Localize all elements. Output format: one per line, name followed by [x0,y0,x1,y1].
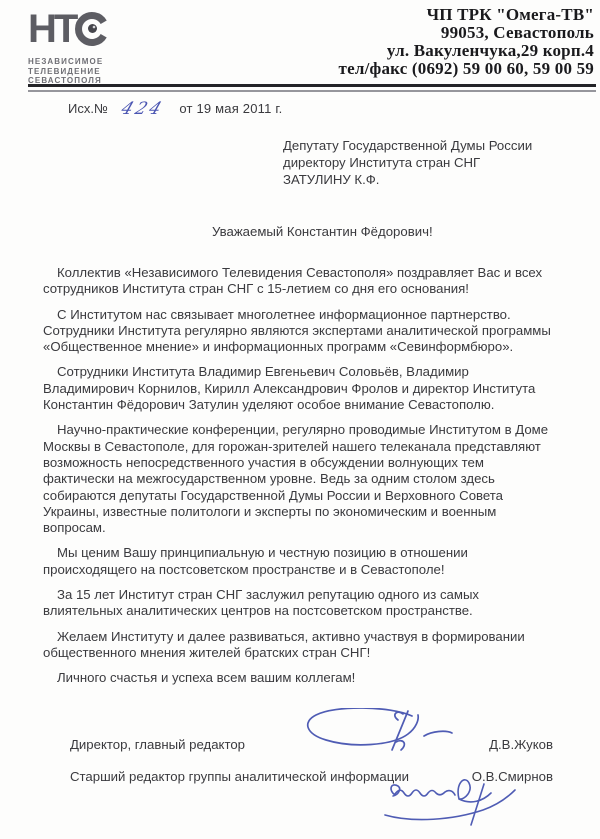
company-line: 99053, Севастополь [440,23,594,42]
paragraph [43,670,588,686]
salutation: Уважаемый Константин Фёдорович! [212,224,433,239]
paragraph-line: происходящего на постсоветском пространстве и в Севастополе! [43,561,445,577]
paragraph [43,265,588,298]
paragraph-line: общественного мнения жителей братских стран СНГ! [43,644,371,660]
header-rule [28,84,596,92]
paragraph-line: С Институтом нас связывает многолетнее информационное партнерство. [57,306,511,322]
paragraph [43,364,588,413]
ref-number-handwritten: 424 [118,99,167,119]
reference-line [68,98,283,118]
paragraph [43,587,588,620]
editor-signature-handwriting [383,779,523,831]
ntc-logo [28,8,112,86]
paragraph-line: собираются депутаты Государственной Думы России и Верховного Совета [43,487,504,503]
paragraph-line: фактически на межгосударственном уровне. Ведь за одним столом здесь [43,471,495,487]
company-address-block [339,6,594,78]
paragraph-line: Москвы в Севастополе, для горожан-зрителей нашего телеканала представляют [43,438,541,454]
paragraph-line: За 15 лет Институт стран СНГ заслужил репутацию одного из самых [57,587,480,603]
ref-label: Исх.№ [68,101,108,116]
company-line: ул. Вакуленчука,29 корп.4 [386,41,594,60]
letter-body [43,265,588,696]
signature-row-director [70,737,553,752]
paragraph-line: Сотрудники Института регулярно являются экспертами аналитической программы [43,322,551,338]
signature-row-senior-editor [70,769,553,784]
paragraph-line: Украины, известные политологи и эксперты по экономическим и военным [43,503,497,519]
paragraph-line: возможность непосредственного участия в обсуждении волнующих тем [43,454,484,470]
paragraph-line: Владимирович Корнилов, Кирилл Александрович Фролов и директор Института [43,380,536,396]
addressee-line: ЗАТУЛИНУ К.Ф. [283,172,380,187]
signature-name: Д.В.Жуков [489,737,553,752]
logo-eye-highlight [93,26,96,29]
paragraph-line: Константин Фёдорович Затулин уделяют особое внимание Севастополю. [43,397,495,413]
signature-name: О.В.Смирнов [471,769,553,784]
paragraph-line: Желаем Институту и далее развиваться, активно участвуя в формировании [57,628,525,644]
paragraph-line: «Общественное мнение» и информационных программ «Севинформбюро». [43,339,514,355]
paragraph-line: Личного счастья и успеха всем вашим коллегам! [57,670,356,686]
ntc-logo-icon [28,8,112,50]
paragraph-line: Сотрудники Института Владимир Евгеньевич Соловьёв, Владимир [57,364,469,380]
addressee-line: директору Института стран СНГ [283,155,481,170]
addressee-block [283,137,532,188]
logo-subtitle [28,57,112,86]
paragraph [43,629,588,662]
paragraph-line: Коллектив «Независимого Телевидения Севастополя» поздравляет Вас и всех [57,265,543,280]
company-line: тел/факс (0692) 59 00 60, 59 00 59 [338,59,594,78]
paragraph [43,307,588,356]
ref-date: от 19 мая 2011 г. [179,101,283,116]
addressee-line: Депутату Государственной Думы России [283,138,533,153]
paragraph-line: сотрудников Института стран СНГ с 15-летием со дня его основания! [43,281,469,297]
logo-eye-ball [88,24,97,33]
paragraph-line: Научно-практические конференции, регулярно проводимые Институтом в Доме [57,422,549,438]
company-line: ЧП ТРК "Омега-ТВ" [426,5,594,24]
paragraph [43,545,588,578]
logo-subtitle-line: ТЕЛЕВИДЕНИЕ [28,66,101,76]
logo-subtitle-line: НЕЗАВИСИМОЕ [28,57,104,66]
signature-title: Старший редактор группы аналитической информации [70,769,409,784]
signature-title: Директор, главный редактор [70,737,246,752]
paragraph-line: Мы ценим Вашу принципиальную и честную позицию в отношении [57,545,468,561]
paragraph-line: влиятельных аналитических центров на постсоветском пространстве. [43,603,473,619]
paragraph [43,422,588,536]
logo-subtitle-line: СЕВАСТОПОЛЯ [28,76,102,85]
logo-letters: НТ [28,8,76,50]
paragraph-line: вопросам. [43,520,106,536]
